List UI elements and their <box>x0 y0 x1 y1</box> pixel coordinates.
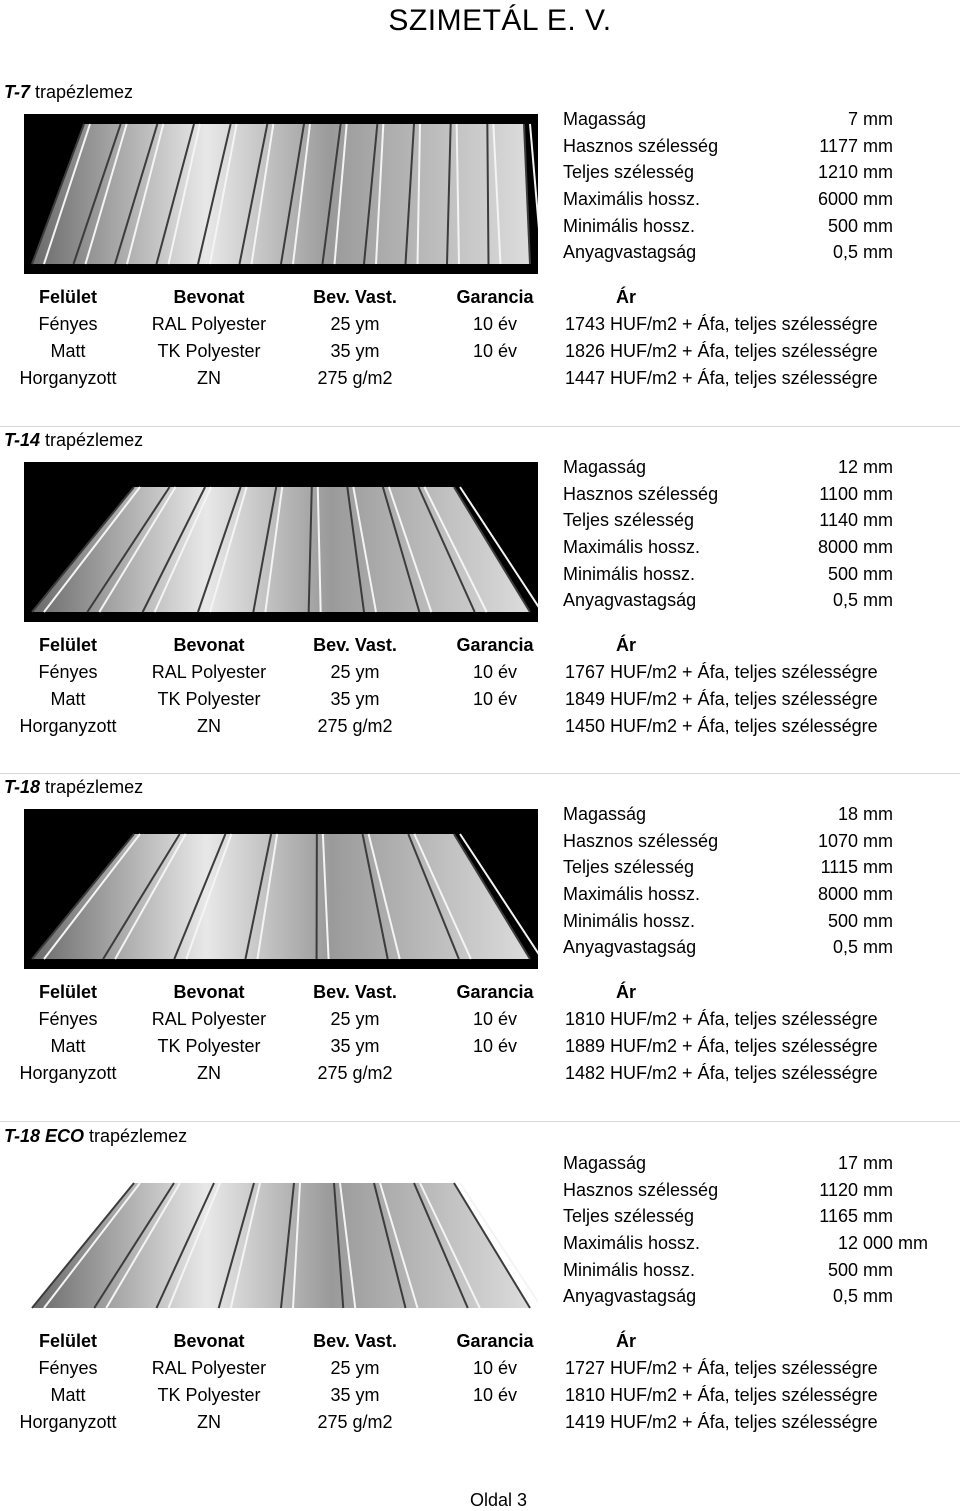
spec-value: 12 000 mm <box>838 1230 928 1257</box>
spec-row <box>563 213 943 240</box>
column-header-felulet: Felület <box>0 632 136 659</box>
spec-label: Teljes szélesség <box>563 854 694 881</box>
section-divider <box>0 426 960 427</box>
cell-vast: 25 ym <box>290 1355 420 1382</box>
spec-label: Teljes szélesség <box>563 159 694 186</box>
spec-label: Magasság <box>563 801 646 828</box>
spec-value: 500 mm <box>828 561 893 588</box>
trapezoid-sheet-photo <box>24 809 538 969</box>
spec-row <box>563 1283 943 1310</box>
spec-value: 1140 mm <box>819 507 893 534</box>
column-header-ar: Ár <box>616 284 636 311</box>
spec-row <box>563 106 943 133</box>
cell-vast: 275 g/m2 <box>290 1409 420 1436</box>
cell-felulet: Matt <box>0 686 136 713</box>
spec-value: 8000 mm <box>818 881 893 908</box>
cell-ar: 1810 HUF/m2 + Áfa, teljes szélességre <box>565 1382 878 1409</box>
spec-label: Anyagvastagság <box>563 587 696 614</box>
cell-ar: 1447 HUF/m2 + Áfa, teljes szélességre <box>565 365 878 392</box>
price-table <box>0 284 960 392</box>
cell-felulet: Horganyzott <box>0 365 136 392</box>
cell-felulet: Matt <box>0 338 136 365</box>
cell-garancia: 10 év <box>430 659 560 686</box>
cell-garancia: 10 év <box>430 338 560 365</box>
cell-garancia: 10 év <box>430 686 560 713</box>
spec-row <box>563 881 943 908</box>
spec-value: 8000 mm <box>818 534 893 561</box>
table-header-row <box>0 979 960 1006</box>
column-header-felulet: Felület <box>0 284 136 311</box>
cell-garancia: 10 év <box>430 1033 560 1060</box>
column-header-ar: Ár <box>616 632 636 659</box>
cell-felulet: Matt <box>0 1382 136 1409</box>
cell-garancia: 10 év <box>430 311 560 338</box>
spec-value: 500 mm <box>828 1257 893 1284</box>
cell-ar: 1767 HUF/m2 + Áfa, teljes szélességre <box>565 659 878 686</box>
cell-felulet: Horganyzott <box>0 1409 136 1436</box>
spec-value: 1177 mm <box>819 133 893 160</box>
table-row <box>0 338 960 365</box>
table-row <box>0 659 960 686</box>
column-header-bevonat: Bevonat <box>136 979 282 1006</box>
spec-list <box>563 801 943 961</box>
spec-label: Teljes szélesség <box>563 507 694 534</box>
spec-value: 500 mm <box>828 908 893 935</box>
spec-row <box>563 1257 943 1284</box>
spec-row <box>563 534 943 561</box>
spec-list <box>563 106 943 266</box>
spec-label: Hasznos szélesség <box>563 828 718 855</box>
spec-row <box>563 828 943 855</box>
spec-label: Hasznos szélesség <box>563 1177 718 1204</box>
spec-label: Hasznos szélesség <box>563 133 718 160</box>
spec-label: Minimális hossz. <box>563 561 695 588</box>
spec-value: 6000 mm <box>818 186 893 213</box>
cell-bevonat: RAL Polyester <box>136 1006 282 1033</box>
cell-bevonat: ZN <box>136 1060 282 1087</box>
spec-list <box>563 1150 943 1310</box>
spec-row <box>563 934 943 961</box>
table-row <box>0 1006 960 1033</box>
cell-bevonat: ZN <box>136 713 282 740</box>
spec-label: Hasznos szélesség <box>563 481 718 508</box>
cell-vast: 25 ym <box>290 659 420 686</box>
column-header-vast: Bev. Vast. <box>290 632 420 659</box>
price-table <box>0 1328 960 1436</box>
cell-felulet: Horganyzott <box>0 1060 136 1087</box>
spec-value: 1165 mm <box>819 1203 893 1230</box>
column-header-bevonat: Bevonat <box>136 632 282 659</box>
cell-bevonat: TK Polyester <box>136 686 282 713</box>
table-header-row <box>0 1328 960 1355</box>
spec-row <box>563 239 943 266</box>
spec-value: 0,5 mm <box>833 239 893 266</box>
column-header-vast: Bev. Vast. <box>290 1328 420 1355</box>
cell-bevonat: ZN <box>136 1409 282 1436</box>
spec-label: Anyagvastagság <box>563 1283 696 1310</box>
cell-vast: 35 ym <box>290 1382 420 1409</box>
spec-row <box>563 801 943 828</box>
cell-vast: 275 g/m2 <box>290 713 420 740</box>
spec-value: 0,5 mm <box>833 1283 893 1310</box>
cell-bevonat: RAL Polyester <box>136 311 282 338</box>
spec-row <box>563 481 943 508</box>
spec-row <box>563 587 943 614</box>
page-number: Oldal 3 <box>470 1490 527 1511</box>
cell-vast: 275 g/m2 <box>290 1060 420 1087</box>
section-title: T-7 trapézlemez <box>4 82 133 103</box>
spec-row <box>563 1203 943 1230</box>
table-row <box>0 1060 960 1087</box>
spec-value: 1100 mm <box>819 481 893 508</box>
spec-value: 1115 mm <box>821 854 893 881</box>
column-header-vast: Bev. Vast. <box>290 979 420 1006</box>
spec-value: 0,5 mm <box>833 934 893 961</box>
spec-list <box>563 454 943 614</box>
spec-value: 500 mm <box>828 213 893 240</box>
cell-bevonat: TK Polyester <box>136 1382 282 1409</box>
cell-felulet: Fényes <box>0 659 136 686</box>
column-header-bevonat: Bevonat <box>136 1328 282 1355</box>
spec-value: 7 mm <box>848 106 893 133</box>
column-header-felulet: Felület <box>0 1328 136 1355</box>
cell-vast: 35 ym <box>290 1033 420 1060</box>
spec-label: Minimális hossz. <box>563 213 695 240</box>
section-divider <box>0 773 960 774</box>
spec-label: Teljes szélesség <box>563 1203 694 1230</box>
spec-label: Maximális hossz. <box>563 186 700 213</box>
column-header-garancia: Garancia <box>430 284 560 311</box>
price-table <box>0 979 960 1087</box>
cell-garancia: 10 év <box>430 1006 560 1033</box>
trapezoid-sheet-photo <box>24 462 538 622</box>
spec-label: Maximális hossz. <box>563 534 700 561</box>
spec-value: 1120 mm <box>819 1177 893 1204</box>
cell-felulet: Horganyzott <box>0 713 136 740</box>
cell-bevonat: TK Polyester <box>136 338 282 365</box>
cell-ar: 1450 HUF/m2 + Áfa, teljes szélességre <box>565 713 878 740</box>
spec-label: Minimális hossz. <box>563 1257 695 1284</box>
trapezoid-sheet-photo <box>24 114 538 274</box>
cell-bevonat: TK Polyester <box>136 1033 282 1060</box>
price-table <box>0 632 960 740</box>
spec-value: 0,5 mm <box>833 587 893 614</box>
section-title: T-18 ECO trapézlemez <box>4 1126 187 1147</box>
spec-row <box>563 454 943 481</box>
trapezoid-sheet-photo <box>24 1158 538 1318</box>
table-header-row <box>0 632 960 659</box>
spec-label: Maximális hossz. <box>563 881 700 908</box>
column-header-felulet: Felület <box>0 979 136 1006</box>
spec-label: Anyagvastagság <box>563 239 696 266</box>
cell-vast: 25 ym <box>290 1006 420 1033</box>
column-header-garancia: Garancia <box>430 632 560 659</box>
cell-bevonat: ZN <box>136 365 282 392</box>
spec-value: 17 mm <box>838 1150 893 1177</box>
spec-row <box>563 561 943 588</box>
spec-row <box>563 1177 943 1204</box>
spec-row <box>563 908 943 935</box>
column-header-ar: Ár <box>616 979 636 1006</box>
cell-vast: 35 ym <box>290 686 420 713</box>
spec-row <box>563 133 943 160</box>
cell-bevonat: RAL Polyester <box>136 659 282 686</box>
page-title: SZIMETÁL E. V. <box>0 4 960 38</box>
section-title: T-18 trapézlemez <box>4 777 143 798</box>
spec-row <box>563 1230 943 1257</box>
spec-label: Anyagvastagság <box>563 934 696 961</box>
table-row <box>0 365 960 392</box>
spec-value: 1210 mm <box>818 159 893 186</box>
spec-row <box>563 159 943 186</box>
column-header-vast: Bev. Vast. <box>290 284 420 311</box>
column-header-ar: Ár <box>616 1328 636 1355</box>
cell-felulet: Matt <box>0 1033 136 1060</box>
cell-ar: 1849 HUF/m2 + Áfa, teljes szélességre <box>565 686 878 713</box>
section-divider <box>0 1121 960 1122</box>
spec-label: Magasság <box>563 106 646 133</box>
cell-vast: 35 ym <box>290 338 420 365</box>
cell-ar: 1419 HUF/m2 + Áfa, teljes szélességre <box>565 1409 878 1436</box>
table-row <box>0 713 960 740</box>
spec-value: 12 mm <box>838 454 893 481</box>
table-row <box>0 1409 960 1436</box>
table-row <box>0 1355 960 1382</box>
section-title: T-14 trapézlemez <box>4 430 143 451</box>
cell-felulet: Fényes <box>0 1355 136 1382</box>
cell-ar: 1889 HUF/m2 + Áfa, teljes szélességre <box>565 1033 878 1060</box>
spec-row <box>563 186 943 213</box>
column-header-garancia: Garancia <box>430 979 560 1006</box>
spec-label: Maximális hossz. <box>563 1230 700 1257</box>
table-row <box>0 1382 960 1409</box>
cell-vast: 25 ym <box>290 311 420 338</box>
cell-vast: 275 g/m2 <box>290 365 420 392</box>
table-row <box>0 311 960 338</box>
spec-row <box>563 854 943 881</box>
spec-row <box>563 1150 943 1177</box>
spec-value: 18 mm <box>838 801 893 828</box>
cell-bevonat: RAL Polyester <box>136 1355 282 1382</box>
cell-ar: 1810 HUF/m2 + Áfa, teljes szélességre <box>565 1006 878 1033</box>
cell-felulet: Fényes <box>0 1006 136 1033</box>
table-header-row <box>0 284 960 311</box>
spec-label: Minimális hossz. <box>563 908 695 935</box>
column-header-garancia: Garancia <box>430 1328 560 1355</box>
spec-row <box>563 507 943 534</box>
cell-ar: 1482 HUF/m2 + Áfa, teljes szélességre <box>565 1060 878 1087</box>
spec-value: 1070 mm <box>818 828 893 855</box>
table-row <box>0 1033 960 1060</box>
cell-ar: 1826 HUF/m2 + Áfa, teljes szélességre <box>565 338 878 365</box>
cell-ar: 1743 HUF/m2 + Áfa, teljes szélességre <box>565 311 878 338</box>
spec-label: Magasság <box>563 454 646 481</box>
cell-felulet: Fényes <box>0 311 136 338</box>
column-header-bevonat: Bevonat <box>136 284 282 311</box>
spec-label: Magasság <box>563 1150 646 1177</box>
table-row <box>0 686 960 713</box>
cell-garancia: 10 év <box>430 1355 560 1382</box>
cell-ar: 1727 HUF/m2 + Áfa, teljes szélességre <box>565 1355 878 1382</box>
cell-garancia: 10 év <box>430 1382 560 1409</box>
